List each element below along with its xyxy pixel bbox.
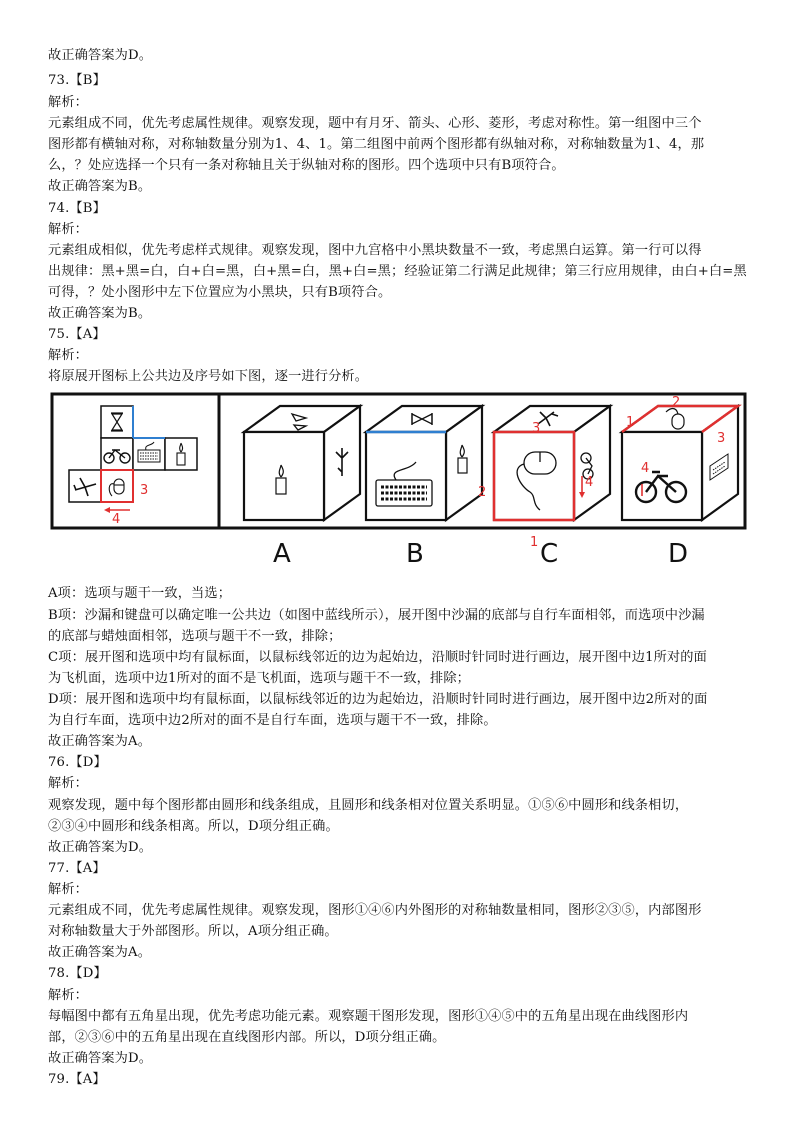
text-line: ②③④中圆形和线条相离。所以，D项分组正确。 <box>48 819 339 834</box>
question-number: 76.【D】 <box>48 755 107 770</box>
cube-c-number: 2 <box>478 485 487 500</box>
text-line: 解析： <box>48 348 89 363</box>
text-line: 的底部与蜡烛面相邻，选项与题干不一致，排除； <box>48 629 342 644</box>
option-label-d: D <box>668 539 689 568</box>
text-line: 对称轴数量大于外部图形。所以，A项分组正确。 <box>48 924 338 939</box>
text-line: 故正确答案为D。 <box>48 1051 153 1066</box>
text-line: 故正确答案为B。 <box>48 306 152 321</box>
text-line: B项：沙漏和键盘可以确定唯一公共边（如图中蓝线所示），展开图中沙漏的底部与自行车面相邻，而选项中沙漏 <box>48 608 705 623</box>
question-number: 74.【B】 <box>48 201 106 216</box>
cube-a-front <box>244 432 324 520</box>
text-line: D项：展开图和选项中均有鼠标面，以鼠标线邻近的边为起始边，沿顺时针同时进行画边，展开图中边2所对的面 <box>48 692 708 707</box>
cube-c-number: 1 <box>530 535 539 550</box>
text-line: 出规律：黑+黑=白，白+白=黑，白+黑=白，黑+白=黑；经验证第二行满足此规律；第三行应用规律，由白+白=黑 <box>48 264 747 279</box>
text-line: 解析： <box>48 882 89 897</box>
cube-c-front <box>494 432 574 520</box>
text-line: 观察发现，题中每个图形都由圆形和线条组成，且圆形和线条相对位置关系明显。①⑤⑥中圆形和线条相切， <box>48 798 689 813</box>
text-line: 解析： <box>48 222 89 237</box>
net-face-mouse <box>101 470 133 502</box>
question-number: 77.【A】 <box>48 861 106 876</box>
text-line: 么，？处应选择一个只有一条对称轴且关于纵轴对称的图形。四个选项中只有B项符合。 <box>48 158 565 173</box>
text-line: 元素组成不同，优先考虑属性规律。观察发现，题中有月牙、箭头、心形、菱形，考虑对称性。第一组图中三个 <box>48 116 702 131</box>
cube-b-front <box>366 432 446 520</box>
cube-c <box>494 406 610 520</box>
net-number: 3 <box>140 483 149 498</box>
text-line: 为自行车面，选项中边2所对的面不是自行车面，选项与题干不一致，排除。 <box>48 713 497 728</box>
question-number: 75.【A】 <box>48 327 106 342</box>
text-line: 为飞机面，选项中边1所对的面不是飞机面，选项与题干不一致，排除； <box>48 671 470 686</box>
text-line: 解析： <box>48 988 89 1003</box>
text-line: 图形都有横轴对称，对称轴数量分别为1、4、1。第二组图中前两个图形都有纵轴对称，对称轴数量为1、4，那 <box>48 137 705 152</box>
text-line: C项：展开图和选项中均有鼠标面，以鼠标线邻近的边为起始边，沿顺时针同时进行画边，展开图中边1所对的面 <box>48 650 707 665</box>
cube-b <box>366 406 482 520</box>
text-line: A项：选项与题干一致，当选； <box>48 586 232 601</box>
cube-figure-svg <box>48 392 752 568</box>
net-red-arrowhead <box>104 507 110 513</box>
text-line: 解析： <box>48 95 89 110</box>
question-number: 78.【D】 <box>48 966 107 981</box>
option-label-b: B <box>406 539 424 568</box>
text-line: 可得，？处小图形中左下位置应为小黑块，只有B项符合。 <box>48 285 392 300</box>
cube-d-number: 2 <box>672 395 681 410</box>
text-line: 部，②③⑥中的五角星出现在直线图形内部。所以，D项分组正确。 <box>48 1030 446 1045</box>
cube-d-number: 3 <box>717 431 726 446</box>
cube-d <box>622 406 738 520</box>
text-line: 元素组成不同，优先考虑属性规律。观察发现，图形①④⑥内外图形的对称轴数量相同，图形②③⑤，内部图形 <box>48 903 702 918</box>
question-number: 79.【A】 <box>48 1072 106 1087</box>
text-line: 故正确答案为D。 <box>48 840 153 855</box>
text-line: 故正确答案为D。 <box>48 48 153 63</box>
text-line: 将原展开图标上公共边及序号如下图，逐一进行分析。 <box>48 369 369 384</box>
cube-d-number: 4 <box>641 461 650 476</box>
text-line: 元素组成相似，优先考虑样式规律。观察发现，图中九宫格中小黑块数量不一致，考虑黑白运算。第一行可以得 <box>48 243 702 258</box>
option-label-c: C <box>540 539 559 568</box>
text-line: 故正确答案为B。 <box>48 179 152 194</box>
cube-figure <box>48 392 752 568</box>
text-line: 解析： <box>48 776 89 791</box>
text-line: 每幅图中都有五角星出现，优先考虑功能元素。观察题干图形发现，图形①④⑤中的五角星出现在曲线图形内 <box>48 1009 689 1024</box>
cube-d-number: 1 <box>626 415 635 430</box>
question-number: 73.【B】 <box>48 73 106 88</box>
net-number: 4 <box>112 512 121 527</box>
option-label-a: A <box>273 539 291 568</box>
cube-c-number: 4 <box>585 475 594 490</box>
text-line: 故正确答案为A。 <box>48 734 152 749</box>
cube-c-number: 3 <box>532 421 541 436</box>
text-line: 故正确答案为A。 <box>48 945 152 960</box>
